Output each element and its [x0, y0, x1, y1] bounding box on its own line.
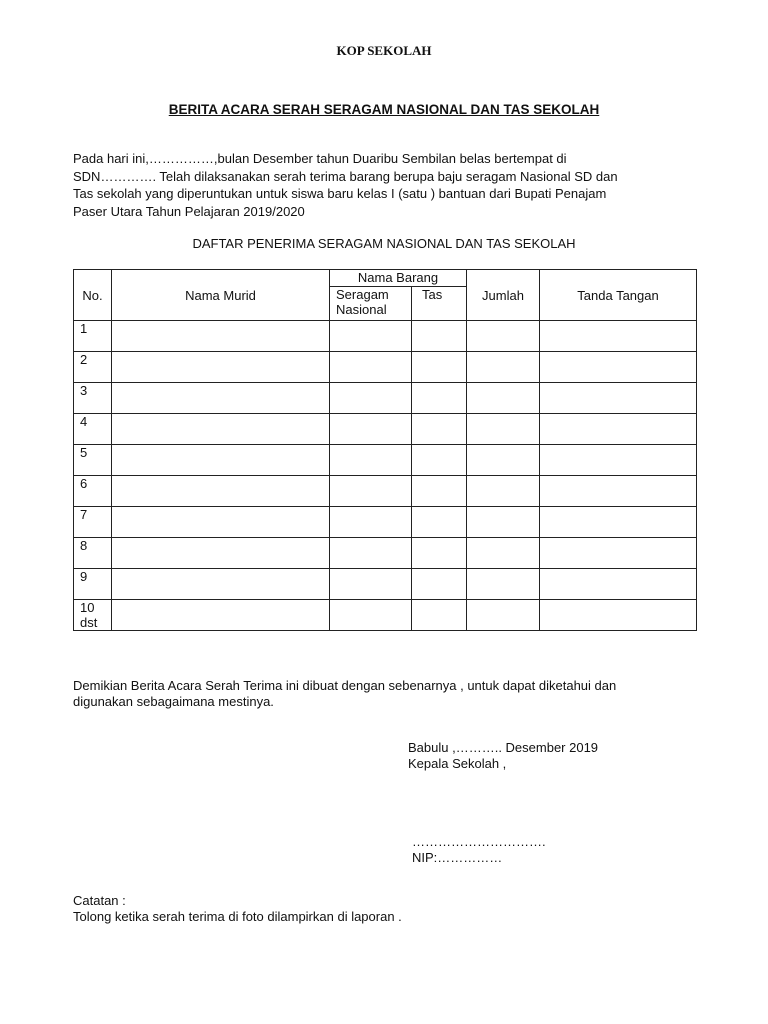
intro-line-3: Tas sekolah yang diperuntukan untuk siswa baru kelas I (satu ) bantuan dari Bupati Penajam	[73, 186, 607, 201]
cell-nama-murid	[112, 507, 330, 538]
cell-jumlah	[467, 321, 540, 352]
cell-seragam	[330, 414, 412, 445]
cell-jumlah	[467, 507, 540, 538]
closing-line-1: Demikian Berita Acara Serah Terima ini dibuat dengan sebenarnya , untuk dapat diketahui dan	[73, 678, 617, 693]
signatory-name-placeholder: ………………………….	[412, 834, 546, 849]
intro-line-2: SDN…………. Telah dilaksanakan serah terima barang berupa baju seragam Nasional SD dan	[73, 168, 618, 184]
cell-seragam	[330, 507, 412, 538]
cell-jumlah	[467, 538, 540, 569]
cell-jumlah	[467, 352, 540, 383]
cell-tas	[412, 352, 467, 383]
cell-tas	[412, 507, 467, 538]
cell-tanda-tangan	[540, 569, 697, 600]
table-title: DAFTAR PENERIMA SERAGAM NASIONAL DAN TAS SEKOLAH	[192, 236, 576, 251]
notes-label: Catatan :	[73, 893, 126, 908]
row-number: 3	[74, 383, 112, 414]
table-row	[74, 476, 697, 507]
cell-seragam	[330, 476, 412, 507]
cell-tanda-tangan	[540, 352, 697, 383]
table-row	[74, 321, 697, 352]
row-number-line-1: 10	[80, 600, 95, 615]
table-row	[74, 414, 697, 445]
cell-tanda-tangan	[540, 445, 697, 476]
cell-tas	[412, 600, 467, 631]
cell-nama-murid	[112, 600, 330, 631]
cell-tanda-tangan	[540, 507, 697, 538]
cell-nama-murid	[112, 383, 330, 414]
cell-tas	[412, 476, 467, 507]
cell-tas	[412, 569, 467, 600]
cell-seragam	[330, 569, 412, 600]
cell-seragam	[330, 538, 412, 569]
cell-seragam	[330, 352, 412, 383]
closing-line-2: digunakan sebagaimana mestinya.	[73, 694, 274, 709]
row-number: 6	[74, 476, 112, 507]
table-row	[74, 600, 697, 631]
table-row	[74, 352, 697, 383]
cell-nama-murid	[112, 321, 330, 352]
cell-nama-murid	[112, 352, 330, 383]
table-row	[74, 445, 697, 476]
cell-jumlah	[467, 600, 540, 631]
intro-line-4: Paser Utara Tahun Pelajaran 2019/2020	[73, 203, 305, 219]
cell-tanda-tangan	[540, 476, 697, 507]
cell-seragam	[330, 321, 412, 352]
header-tanda-tangan: Tanda Tangan	[540, 270, 697, 321]
row-number: 4	[74, 414, 112, 445]
header-seragam-line-2: Nasional	[336, 302, 387, 317]
table-row	[74, 383, 697, 414]
signatory-role: Kepala Sekolah ,	[408, 756, 507, 771]
cell-tanda-tangan	[540, 414, 697, 445]
notes-block	[73, 893, 402, 925]
cell-seragam	[330, 600, 412, 631]
cell-nama-murid	[112, 476, 330, 507]
header-nama-murid: Nama Murid	[112, 270, 330, 321]
document-title: BERITA ACARA SERAH SERAGAM NASIONAL DAN TAS SEKOLAH	[168, 102, 600, 117]
row-number: 1	[74, 321, 112, 352]
cell-tas	[412, 538, 467, 569]
header-seragam-nasional	[330, 287, 412, 321]
intro-line-1: Pada hari ini,……………,bulan Desember tahun Duaribu Sembilan belas bertempat di	[73, 151, 567, 166]
cell-jumlah	[467, 445, 540, 476]
row-number: 7	[74, 507, 112, 538]
row-number	[74, 600, 112, 631]
header-seragam-line-1: Seragam	[336, 287, 389, 302]
cell-jumlah	[467, 476, 540, 507]
cell-nama-murid	[112, 569, 330, 600]
cell-jumlah	[467, 383, 540, 414]
cell-tas	[412, 321, 467, 352]
cell-tanda-tangan	[540, 383, 697, 414]
table-row	[74, 507, 697, 538]
place-date: Babulu ,……….. Desember 2019	[408, 740, 599, 755]
notes-text: Tolong ketika serah terima di foto dilampirkan di laporan .	[73, 909, 402, 924]
signature-block	[408, 740, 598, 772]
header-jumlah: Jumlah	[467, 270, 540, 321]
closing-paragraph	[73, 678, 695, 710]
header-nama-barang: Nama Barang	[330, 270, 467, 287]
row-number: 5	[74, 445, 112, 476]
cell-tanda-tangan	[540, 538, 697, 569]
table-row	[74, 569, 697, 600]
header-no: No.	[74, 270, 112, 321]
letterhead-placeholder: KOP SEKOLAH	[336, 43, 432, 58]
cell-tanda-tangan	[540, 321, 697, 352]
signatory-name-block	[412, 834, 546, 866]
cell-tanda-tangan	[540, 600, 697, 631]
cell-seragam	[330, 445, 412, 476]
cell-jumlah	[467, 569, 540, 600]
cell-nama-murid	[112, 445, 330, 476]
row-number: 8	[74, 538, 112, 569]
recipient-table	[73, 269, 697, 631]
signatory-nip: NIP:……………	[412, 850, 503, 865]
row-number-line-2: dst	[80, 615, 98, 630]
cell-tas	[412, 414, 467, 445]
cell-nama-murid	[112, 538, 330, 569]
cell-seragam	[330, 383, 412, 414]
cell-nama-murid	[112, 414, 330, 445]
cell-jumlah	[467, 414, 540, 445]
row-number: 9	[74, 569, 112, 600]
table-row	[74, 538, 697, 569]
cell-tas	[412, 383, 467, 414]
header-tas: Tas	[412, 287, 467, 321]
row-number: 2	[74, 352, 112, 383]
intro-paragraph	[73, 150, 695, 220]
cell-tas	[412, 445, 467, 476]
